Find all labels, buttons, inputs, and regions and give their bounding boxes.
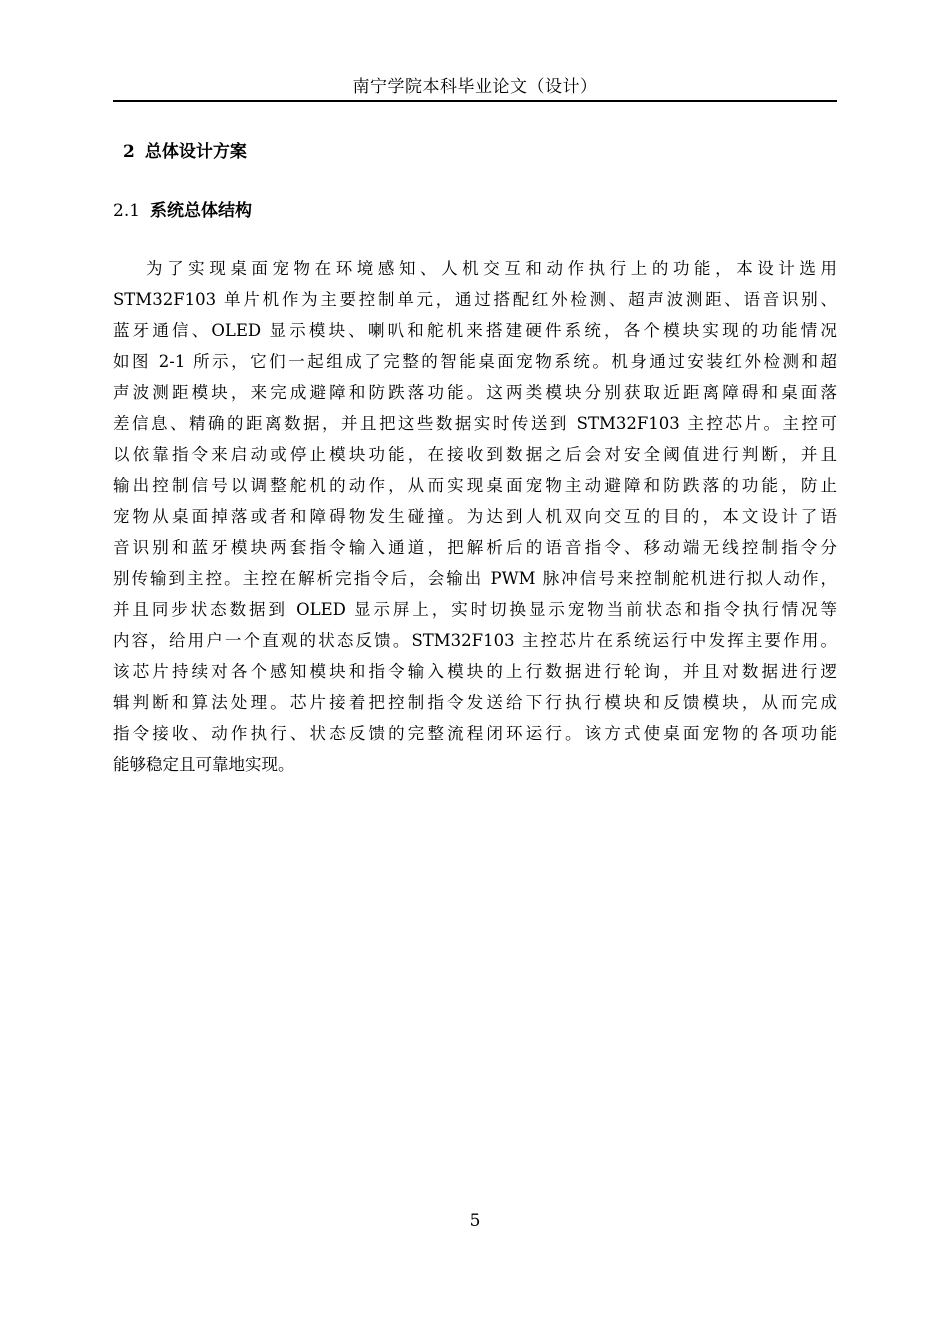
- paragraph-line: 声波测距模块，来完成避障和防跌落功能。这两类模块分别获取近距离障碍和桌面落: [113, 383, 837, 402]
- section-heading: [113, 199, 252, 223]
- paragraph-line: 差信息、精确的距离数据，并且把这些数据实时传送到 STM32F103 主控芯片。主控可: [113, 414, 837, 433]
- page-number: 5: [469, 1211, 481, 1231]
- header-rule: [113, 100, 837, 102]
- paragraph-line: 指令接收、动作执行、状态反馈的完整流程闭环运行。该方式使桌面宠物的各项功能: [113, 724, 837, 743]
- paragraph-line: 内容，给用户一个直观的状态反馈。STM32F103 主控芯片在系统运行中发挥主要作用。: [113, 631, 837, 650]
- paragraph-line: 输出控制信号以调整舵机的动作，从而实现桌面宠物主动避障和防跌落的功能，防止: [113, 476, 837, 495]
- paragraph-line: 宠物从桌面掉落或者和障碍物发生碰撞。为达到人机双向交互的目的，本文设计了语: [113, 507, 837, 526]
- section-title: 系统总体结构: [150, 201, 253, 221]
- paragraph-line: 蓝牙通信、OLED 显示模块、喇叭和舵机来搭建硬件系统，各个模块实现的功能情况: [113, 321, 837, 340]
- chapter-heading: [123, 140, 247, 164]
- running-header: 南宁学院本科毕业论文（设计）: [352, 77, 598, 97]
- paragraph-line: STM32F103 单片机作为主要控制单元，通过搭配红外检测、超声波测距、语音识别、: [113, 290, 837, 309]
- paragraph-line: 音识别和蓝牙模块两套指令输入通道，把解析后的语音指令、移动端无线控制指令分: [113, 538, 837, 557]
- body-paragraph: [113, 253, 837, 780]
- paragraph-line: 别传输到主控。主控在解析完指令后，会输出 PWM 脉冲信号来控制舵机进行拟人动作，: [113, 569, 837, 588]
- paragraph-line: 并且同步状态数据到 OLED 显示屏上，实时切换显示宠物当前状态和指令执行情况等: [113, 600, 837, 619]
- paragraph-line: 该芯片持续对各个感知模块和指令输入模块的上行数据进行轮询，并且对数据进行逻: [113, 662, 837, 681]
- chapter-title: 总体设计方案: [144, 142, 247, 162]
- chapter-number: 2: [123, 142, 135, 162]
- paragraph-line: 为了实现桌面宠物在环境感知、人机交互和动作执行上的功能，本设计选用: [146, 259, 837, 278]
- paragraph-line: 辑判断和算法处理。芯片接着把控制指令发送给下行执行模块和反馈模块，从而完成: [113, 693, 837, 712]
- section-number: 2.1: [113, 201, 141, 221]
- paragraph-line: 能够稳定且可靠地实现。: [113, 755, 295, 774]
- paragraph-line: 以依靠指令来启动或停止模块功能，在接收到数据之后会对安全阈值进行判断，并且: [113, 445, 837, 464]
- paragraph-line: 如图 2-1 所示，它们一起组成了完整的智能桌面宠物系统。机身通过安装红外检测和超: [113, 352, 837, 371]
